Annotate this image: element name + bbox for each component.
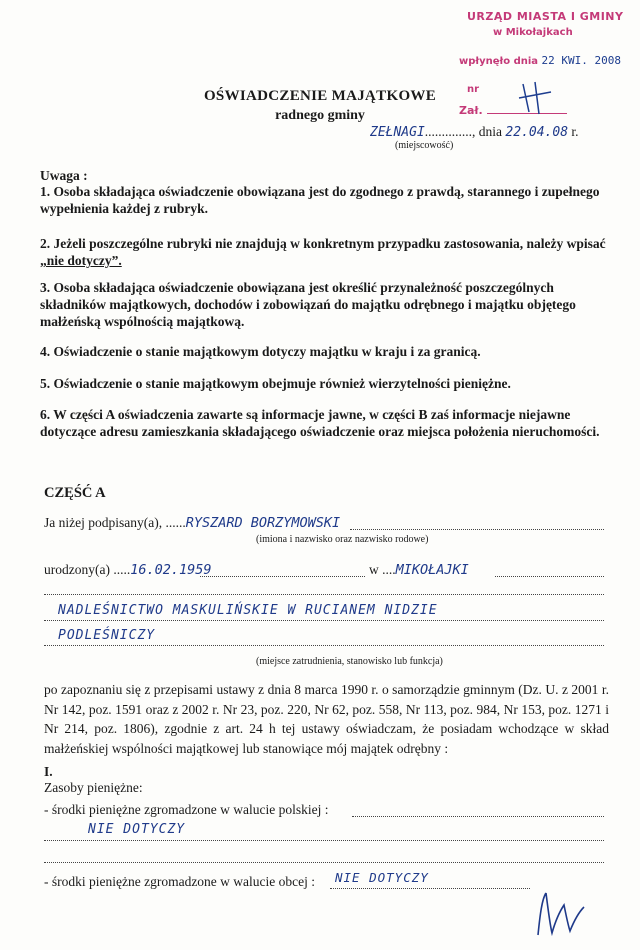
employment-line-2: PODLEŚNICZY	[58, 628, 156, 643]
stamp-received-date: 22 KWI. 2008	[541, 54, 622, 67]
born-line: urodzony(a) .....16.02.1959	[44, 562, 212, 578]
born-dotted-line	[200, 576, 365, 577]
note-item: 6. W części A oświadczenia zawarte są informacje jawne, w części B zaś informacje niejawne dotyczące adresu zamieszkania składającego oświadczenie oraz miejsca położenia nieruchomości.	[40, 407, 600, 439]
declaration-text: po zapoznaniu się z przepisami ustawy z dnia 8 marca 1990 r. o samorządzie gminnym (Dz. U. z 2001 r. Nr 142, poz. 1591 oraz z 2002 r. Nr 23, poz. 220, Nr 62, poz. 558, Nr 113, poz. 984, Nr 153, poz. 1271 i Nr 214, poz. 1806), zgodnie z art. 24 h tej ustawy oświadczam, że posiadam wchodzące w skład małżeńskiej wspólności majątkowej lub stanowiące mój majątek odrębny :	[44, 682, 609, 756]
blank-dotted-line-2	[44, 862, 604, 863]
notes-heading: Uwaga :	[40, 168, 88, 183]
note-item: 5. Oświadczenie o stanie majątkowym obejmuje również wierzytelności pieniężne.	[40, 376, 511, 391]
stamp-nr: nr	[467, 84, 480, 95]
section-i-label: Zasoby pieniężne:	[44, 780, 143, 795]
polish-currency-value: NIE DOTYCZY	[88, 822, 186, 837]
note-item: 2. Jeżeli poszczególne rubryki nie znajdują w konkretnym przypadku zastosowania, należy wpisać „nie dotyczy”.	[40, 236, 606, 268]
name-caption: (imiona i nazwisko oraz nazwisko rodowe)	[256, 534, 429, 545]
document-subtitle: radnego gminy	[275, 108, 365, 123]
blank-dotted-line	[44, 594, 604, 595]
polish-currency-label: - środki pieniężne zgromadzone w walucie polskiej :	[44, 802, 329, 817]
document-title: OŚWIADCZENIE MAJĄTKOWE	[203, 88, 437, 104]
employment-line-1: NADLEŚNICTWO MASKULIŃSKIE W RUCIANEM NIDZIE	[58, 603, 438, 618]
note-item: 4. Oświadczenie o stanie majątkowym dotyczy majątku w kraju i za granicą.	[40, 344, 481, 359]
foreign-currency-value: NIE DOTYCZY	[335, 870, 429, 885]
place-date-line: ZEŁNAGI.............., dnia 22.04.08 r.	[370, 124, 579, 140]
born-in: w ....MIKOŁAJKI	[369, 562, 469, 578]
declarant-name: RYSZARD BORZYMOWSKI	[185, 515, 341, 531]
stamp-zal: Zał.	[459, 104, 567, 117]
born-place-dotted-line	[495, 576, 604, 577]
place-caption: (miejscowość)	[395, 140, 454, 151]
foreign-currency-label: - środki pieniężne zgromadzone w walucie obcej :	[44, 874, 316, 889]
place-value: ZEŁNAGI	[370, 125, 425, 140]
employment-dotted-line-2	[44, 645, 604, 646]
section-i-roman: I.	[44, 764, 53, 779]
foreign-currency-dotted-tail	[330, 888, 530, 889]
birth-place: MIKOŁAJKI	[395, 562, 469, 578]
polish-currency-dotted-line	[44, 840, 604, 841]
name-dotted-line	[350, 529, 604, 530]
polish-currency-dotted-tail	[352, 816, 604, 817]
note-item: 3. Osoba składająca oświadczenie obowiązana jest określić przynależność poszczególnych składników majątkowych, dochodów i zobowiązań do majątku odrębnego i majątku objętego małżeńską wspólnością majątkową.	[40, 280, 576, 329]
note-item: 1. Osoba składająca oświadczenie obowiązana jest do zgodnego z prawdą, starannego i zupełnego wypełnienia każdej z rubryk.	[40, 184, 600, 216]
employment-caption: (miejsce zatrudnienia, stanowisko lub funkcja)	[256, 656, 443, 667]
date-value: 22.04.08	[505, 125, 569, 140]
birth-date: 16.02.1959	[130, 562, 212, 578]
signature-mark	[530, 885, 590, 945]
stamp-received: wpłynęło dnia 22 KWI. 2008	[459, 54, 622, 67]
employment-dotted-line-1	[44, 620, 604, 621]
part-a-heading: CZĘŚĆ A	[44, 485, 106, 501]
stamp-city: w Mikołajkach	[493, 27, 573, 38]
stamp-office: URZĄD MIASTA I GMINY	[467, 10, 624, 23]
signed-line: Ja niżej podpisany(a), ......RYSZARD BORZYMOWSKI	[44, 515, 341, 531]
